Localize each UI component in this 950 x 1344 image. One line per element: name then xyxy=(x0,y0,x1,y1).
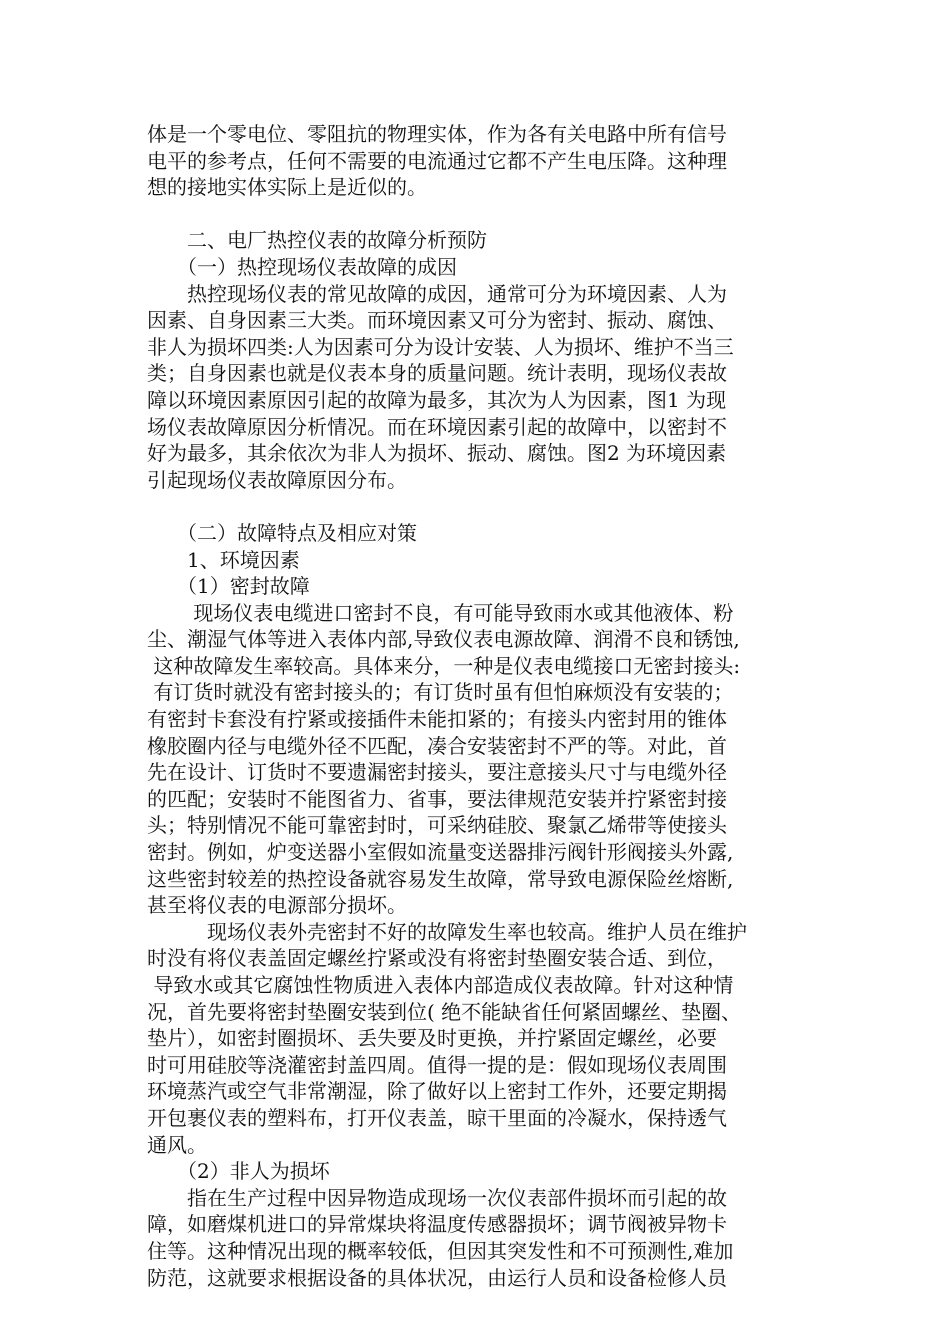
text-line: 障，如磨煤机进口的异常煤块将温度传感器损坏；调节阀被异物卡 xyxy=(147,1212,727,1237)
text-line: 时可用硅胶等浇灌密封盖四周。值得一提的是：假如现场仪表周围 xyxy=(147,1052,727,1077)
text-line: （2）非人为损坏 xyxy=(147,1159,330,1184)
text-line: 头；特别情况不能可靠密封时，可采纳硅胶、聚氯乙烯带等使接头 xyxy=(147,813,727,838)
text-line: 有密封卡套没有拧紧或接插件未能扣紧的；有接头内密封用的锥体 xyxy=(147,707,727,732)
text-line: 这种故障发生率较高。具体来分，一种是仪表电缆接口无密封接头: xyxy=(147,653,741,678)
text-line: 类；自身因素也就是仪表本身的质量问题。统计表明，现场仪表故 xyxy=(147,361,727,386)
document-text xyxy=(147,121,807,1291)
text-line: （一）热控现场仪表故障的成因 xyxy=(147,254,457,279)
text-line: 况，首先要将密封垫圈安装到位( 绝不能缺省任何紧固螺丝、垫圈、 xyxy=(147,999,742,1024)
text-line: （1）密封故障 xyxy=(147,574,310,599)
text-line: 有订货时就没有密封接头的；有订货时虽有但怕麻烦没有安装的； xyxy=(147,680,734,705)
text-line: 想的接地实体实际上是近似的。 xyxy=(147,175,427,200)
blank-line xyxy=(147,493,807,520)
text-line: 好为最多，其余依次为非人为损坏、振动、腐蚀。图2 为环境因素 xyxy=(147,441,727,466)
text-line: 垫片），如密封圈损坏、丢失要及时更换，并拧紧固定螺丝，必要 xyxy=(147,1026,717,1051)
text-line: 导致水或其它腐蚀性物质进入表体内部造成仪表故障。针对这种情 xyxy=(147,973,734,997)
text-line: 橡胶圈内径与电缆外径不匹配，凑合安装密封不严的等。对此，首 xyxy=(147,733,727,758)
text-line: 引起现场仪表故障原因分布。 xyxy=(147,467,407,492)
text-line: 甚至将仪表的电源部分损坏。 xyxy=(147,893,407,918)
text-line: 开包裹仪表的塑料布，打开仪表盖，晾干里面的冷凝水，保持透气 xyxy=(147,1105,727,1130)
text-line: （二）故障特点及相应对策 xyxy=(147,520,417,545)
text-line: 环境蒸汽或空气非常潮湿，除了做好以上密封工作外，还要定期揭 xyxy=(147,1079,727,1104)
text-line: 尘、潮湿气体等进入表体内部,导致仪表电源故障、润滑不良和锈蚀, xyxy=(147,627,740,652)
text-line: 热控现场仪表的常见故障的成因，通常可分为环境因素、人为 xyxy=(147,281,727,306)
text-line: 的匹配；安装时不能图省力、省事，要法律规范安装并拧紧密封接 xyxy=(147,786,727,811)
text-line: 密封。例如，炉变送器小室假如流量变送器排污阀针形阀接头外露, xyxy=(147,840,734,865)
text-line: 指在生产过程中因异物造成现场一次仪表部件损坏而引起的故 xyxy=(147,1185,727,1210)
text-line: 二、电厂热控仪表的故障分析预防 xyxy=(147,228,487,253)
text-line: 通风。 xyxy=(147,1132,207,1157)
text-line: 先在设计、订货时不要遗漏密封接头，要注意接头尺寸与电缆外径 xyxy=(147,760,727,785)
text-line: 非人为损坏四类:人为因素可分为设计安装、人为损坏、维护不当三 xyxy=(147,334,734,359)
text-line: 时没有将仪表盖固定螺丝拧紧或没有将密封垫圈安装合适、到位， xyxy=(147,946,727,971)
text-line: 因素、自身因素三大类。而环境因素又可分为密封、振动、腐蚀、 xyxy=(147,308,727,333)
text-line: 现场仪表外壳密封不好的故障发生率也较高。维护人员在维护 xyxy=(147,919,747,944)
text-line: 这些密封较差的热控设备就容易发生故障，常导致电源保险丝熔断, xyxy=(147,866,734,891)
text-line: 防范，这就要求根据设备的具体状况，由运行人员和设备检修人员 xyxy=(147,1265,727,1290)
blank-line xyxy=(147,201,807,228)
text-line: 电平的参考点，任何不需要的电流通过它都不产生电压降。这种理 xyxy=(147,148,727,173)
text-line: 住等。这种情况出现的概率较低，但因其突发性和不可预测性,难加 xyxy=(147,1238,734,1263)
text-line: 体是一个零电位、零阻抗的物理实体，作为各有关电路中所有信号 xyxy=(147,122,727,146)
text-line: 现场仪表电缆进口密封不良，有可能导致雨水或其他液体、粉 xyxy=(147,600,734,625)
text-line: 场仪表故障原因分析情况。而在环境因素引起的故障中，以密封不 xyxy=(147,414,727,439)
text-line: 1、环境因素 xyxy=(147,547,300,572)
text-line: 障以环境因素原因引起的故障为最多，其次为人为因素，图1 为现 xyxy=(147,387,727,412)
